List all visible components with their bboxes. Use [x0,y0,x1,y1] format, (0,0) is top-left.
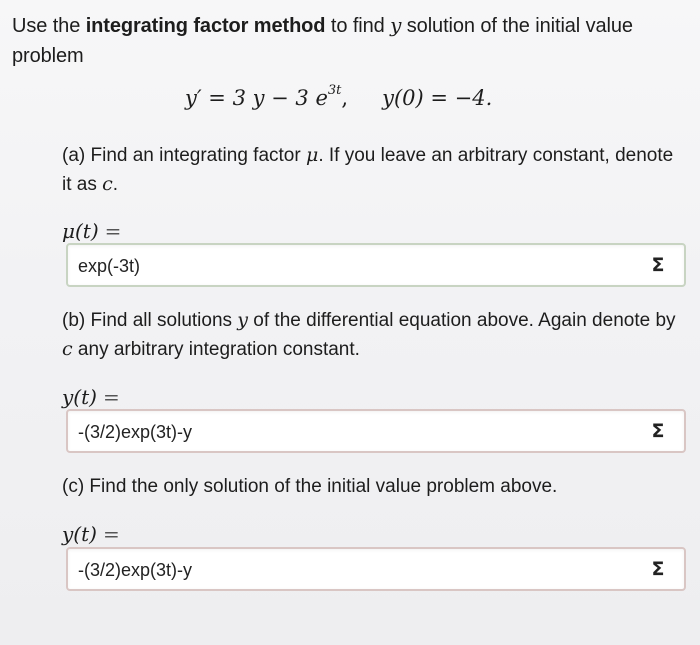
part-c-answer-value[interactable]: -(3/2)exp(3t)-y [78,560,193,580]
part-a-text2: . If you leave an arbitrary constant, denote it as [62,145,674,195]
part-a-answer-field[interactable] [66,243,686,287]
part-b-label-text: y(t) [62,385,97,409]
part-b-prompt [62,306,687,364]
part-c-prompt [62,472,687,501]
ode-comma: , [341,86,349,110]
intro-bold-method: integrating factor method [85,15,326,37]
ode-equation [185,83,493,110]
initial-condition: y(0) = −4. [382,86,493,110]
part-a-text1: (a) Find an integrating factor [62,145,306,166]
part-b-equals: = [102,385,120,409]
part-b-text1: (b) Find all solutions [62,310,238,331]
sigma-icon[interactable]: Σ [651,558,665,580]
part-a-prompt [62,141,687,199]
part-b-label [62,385,120,409]
part-c-equals: = [102,522,120,546]
part-b-c: c [62,338,73,360]
ode-lhs: y′ = 3 y − 3 e [185,86,328,110]
part-b-text3: any arbitrary integration constant. [72,339,360,360]
part-a-mu: μ [305,144,319,166]
ode-exponent: 3t [327,83,342,98]
intro-text-end: solution of the initial value problem [12,15,633,67]
intro-text-after: to find [325,15,391,37]
part-a-text3: . [112,174,119,195]
part-c-answer-field[interactable] [66,547,686,591]
problem-intro [12,10,682,71]
part-c-label-text: y(t) [62,522,97,546]
part-a-equals: = [104,219,122,243]
part-b-answer-field[interactable] [66,409,686,453]
part-b-y: y [237,309,249,331]
part-a-c: c [102,173,113,195]
part-c-text: (c) Find the only solution of the initial value problem above. [62,476,558,497]
part-b-text2: of the differential equation above. Again denote by [248,310,676,331]
part-c-label [62,522,120,546]
part-b-answer-value[interactable]: -(3/2)exp(3t)-y [78,422,193,442]
intro-var-y: y [390,13,402,37]
sigma-icon[interactable]: Σ [651,254,665,276]
sigma-icon[interactable]: Σ [651,420,665,442]
part-a-label-text: μ(t) [62,219,99,243]
intro-text-before: Use the [12,15,86,37]
part-a-label [62,219,121,243]
part-a-answer-value[interactable]: exp(-3t) [78,256,141,276]
